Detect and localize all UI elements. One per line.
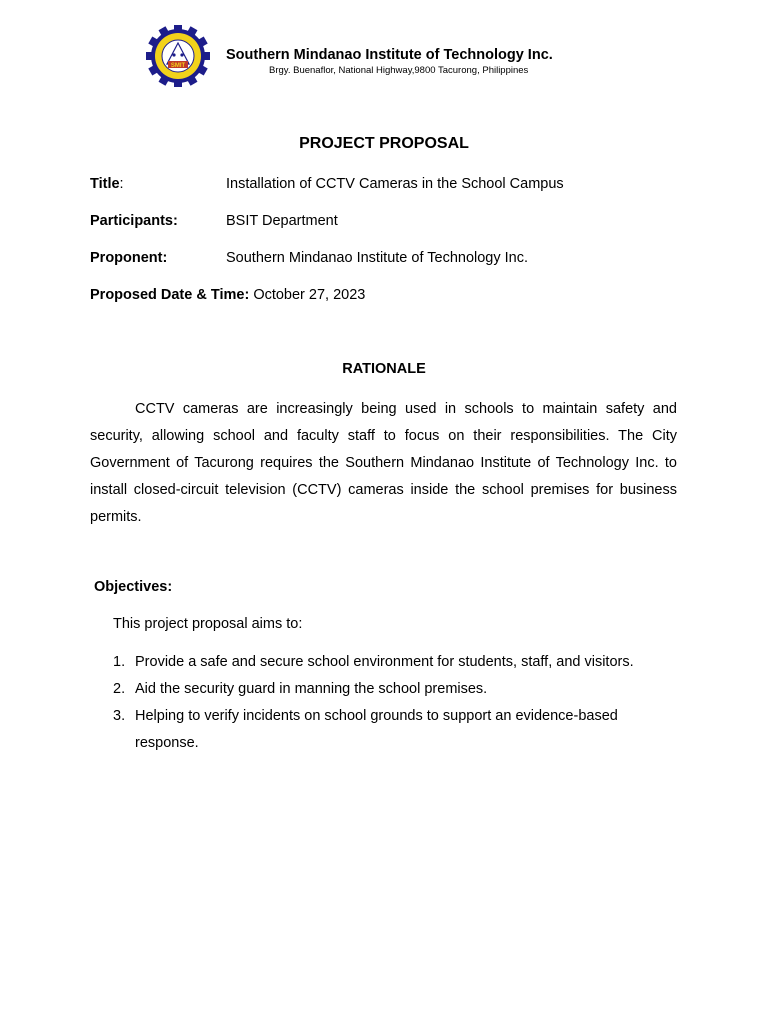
objectives-heading: Objectives: — [94, 579, 173, 595]
participants-value: BSIT Department — [226, 213, 338, 229]
proponent-value: Southern Mindanao Institute of Technology Inc. — [226, 250, 529, 266]
list-item-text: Provide a safe and secure school environment for students, staff, and visitors. — [135, 654, 634, 670]
list-item — [113, 703, 677, 757]
date-label: Proposed Date & Time: — [90, 287, 250, 303]
page-title: PROJECT PROPOSAL — [299, 135, 469, 152]
objectives-list — [113, 649, 677, 757]
info-row-participants — [90, 213, 178, 229]
list-item-text: Aid the security guard in manning the school premises. — [135, 681, 488, 697]
title-label: Title — [90, 176, 120, 192]
info-row-proponent — [90, 250, 167, 266]
institute-logo — [146, 25, 210, 87]
rationale-body: CCTV cameras are increasingly being used in schools to maintain safety and security, allowing school and faculty staff to focus on their responsibilities. The City Government of Tacurong requires the Southern Mindanao Institute of Technology Inc. to install closed-circuit television (CCTV) cameras inside the school premises for business permits. — [90, 401, 677, 525]
proponent-label: Proponent: — [90, 250, 168, 266]
logo-acronym: SMIT — [170, 63, 186, 69]
org-address: Brgy. Buenaflor, National Highway,9800 Tacurong, Philippines — [269, 65, 529, 76]
institute-seal-icon — [146, 25, 210, 87]
title-value: Installation of CCTV Cameras in the School Campus — [226, 176, 564, 192]
info-row-date — [90, 287, 365, 303]
participants-label: Participants: — [90, 213, 178, 229]
list-item-number: 3. — [113, 708, 126, 724]
objectives-intro: This project proposal aims to: — [113, 616, 303, 632]
date-value: October 27, 2023 — [253, 287, 366, 303]
list-item — [113, 676, 677, 703]
list-item-text: Helping to verify incidents on school grounds to support an evidence-based response. — [135, 708, 618, 751]
list-item-number: 1. — [113, 654, 126, 670]
title-colon: : — [119, 176, 124, 192]
list-item — [113, 649, 677, 676]
list-item-number: 2. — [113, 681, 126, 697]
info-row-title — [90, 176, 124, 192]
org-name: Southern Mindanao Institute of Technology Inc. — [226, 47, 553, 63]
rationale-heading: RATIONALE — [342, 361, 426, 377]
